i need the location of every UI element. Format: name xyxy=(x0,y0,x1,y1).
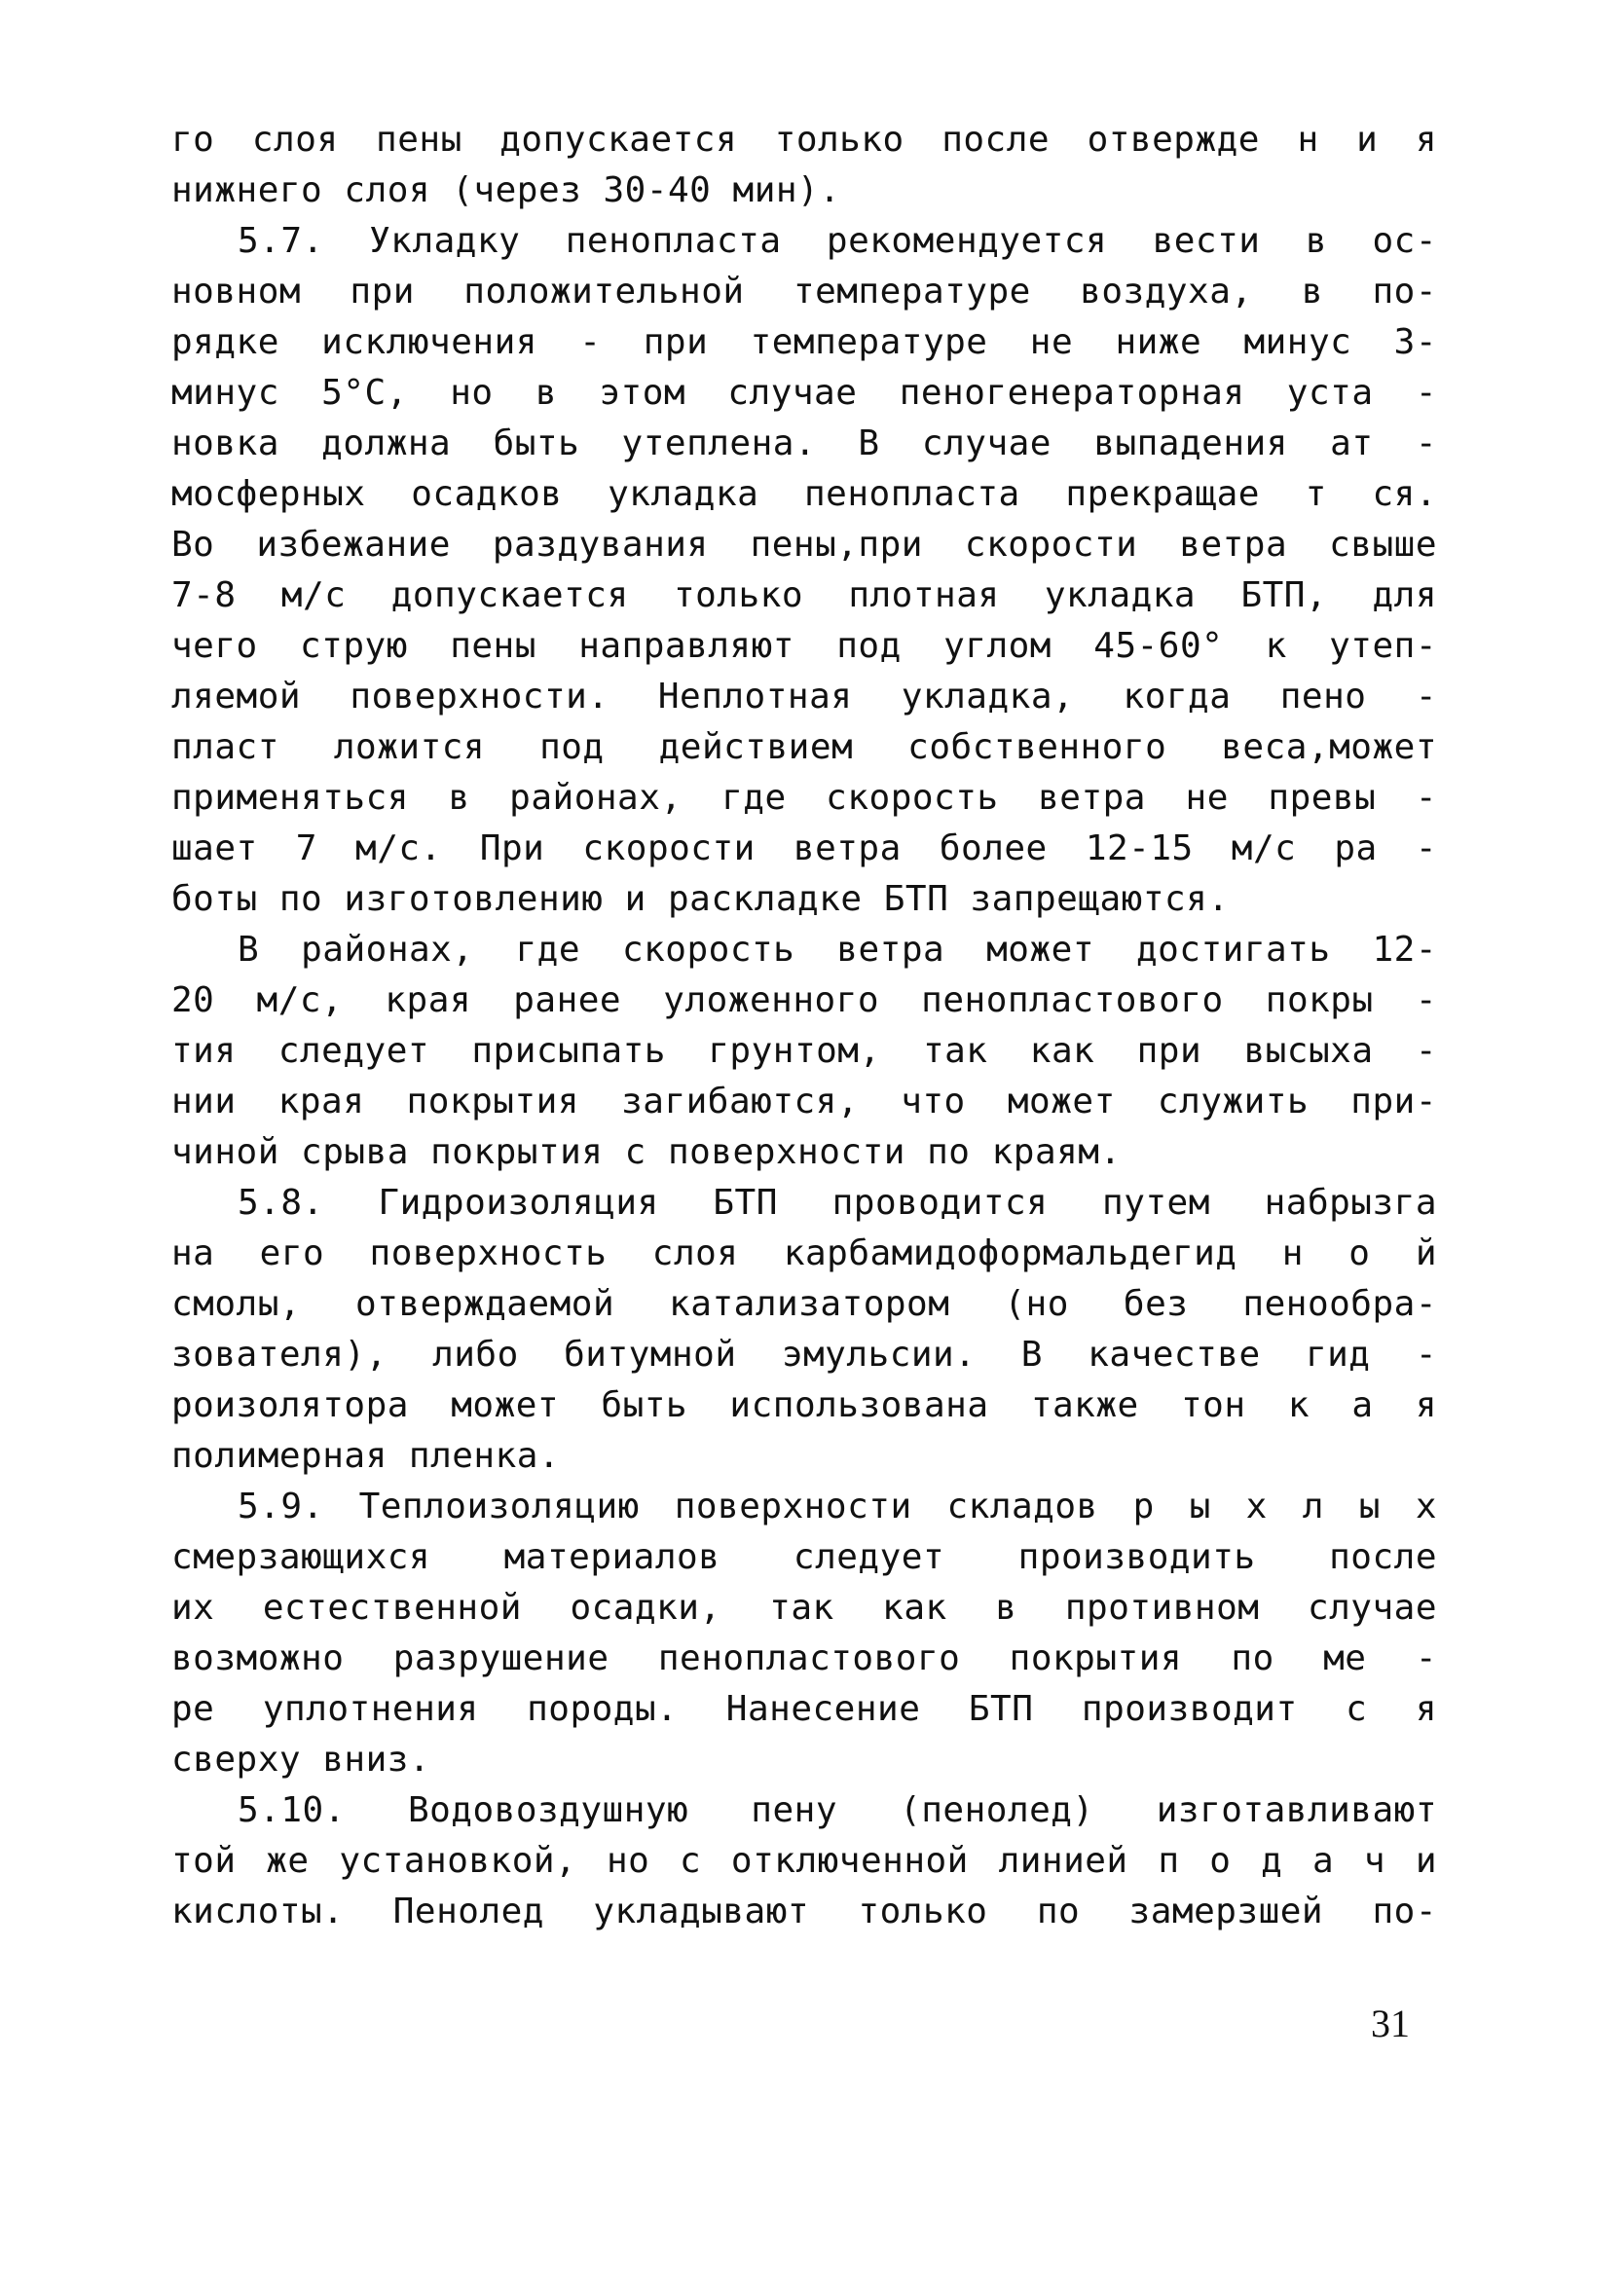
paragraph-first-line: 5.10. Водовоздушную пену (пенолед) изготавливают xyxy=(238,1790,1437,1830)
paragraph-first-line: 5.8. Гидроизоляция БТП проводится путем набрызга xyxy=(238,1183,1437,1223)
text-line: роизолятора может быть использована также тон к а я xyxy=(171,1385,1437,1425)
text-line: смолы, отверждаемой катализатором (но без пенообра- xyxy=(171,1284,1437,1324)
text-line: пласт ложится под действием собственного веса,может xyxy=(171,727,1437,767)
text-line: применяться в районах, где скорость ветра не превы - xyxy=(171,778,1437,818)
text-line: нии края покрытия загибаются, что может служить при- xyxy=(171,1082,1437,1121)
paragraph-first-line: 5.7. Укладку пенопласта рекомендуется вести в ос- xyxy=(238,221,1437,261)
text-line: чиной срыва покрытия с поверхности по краям. xyxy=(171,1132,1122,1172)
text-line: минус 5°C, но в этом случае пеногенераторная уста - xyxy=(171,373,1437,413)
text-line: го слоя пены допускается только после отвержде н и я xyxy=(171,120,1437,160)
text-line: кислоты. Пенолед укладывают только по замерзшей по- xyxy=(171,1892,1437,1931)
text-line: мосферных осадков укладка пенопласта прекращае т ся. xyxy=(171,474,1437,514)
text-line: новном при положительной температуре воздуха, в по- xyxy=(171,272,1437,312)
text-line: новка должна быть утеплена. В случае выпадения ат - xyxy=(171,423,1437,463)
page-number: 31 xyxy=(1371,2002,1410,2045)
text-line: Во избежание раздувания пены,при скорости ветра свыше xyxy=(171,525,1437,565)
text-line: той же установкой, но с отключенной линией п о д а ч и xyxy=(171,1841,1437,1881)
paragraph-first-line: В районах, где скорость ветра может достигать 12- xyxy=(238,930,1437,970)
text-line: ляемой поверхности. Неплотная укладка, когда пено - xyxy=(171,677,1437,717)
text-line: ре уплотнения породы. Нанесение БТП производит с я xyxy=(171,1689,1437,1729)
body-text xyxy=(171,115,1437,1937)
text-line: 20 м/с, края ранее уложенного пенопластового покры - xyxy=(171,980,1437,1020)
text-line: на его поверхность слоя карбамидоформальдегид н о й xyxy=(171,1233,1437,1273)
text-line: сверху вниз. xyxy=(171,1740,431,1780)
text-line: смерзающихся материалов следует производить после xyxy=(171,1537,1437,1577)
text-line: 7-8 м/с допускается только плотная укладка БТП, для xyxy=(171,575,1437,615)
text-line: возможно разрушение пенопластового покрытия по ме - xyxy=(171,1638,1437,1678)
text-line: зователя), либо битумной эмульсии. В качестве гид - xyxy=(171,1335,1437,1375)
paragraph-first-line: 5.9. Теплоизоляцию поверхности складов р ы х л ы х xyxy=(238,1487,1437,1526)
text-line: тия следует присыпать грунтом, так как при высыха - xyxy=(171,1031,1437,1071)
text-line: полимерная пленка. xyxy=(171,1436,561,1476)
text-line: шает 7 м/с. При скорости ветра более 12-15 м/с ра - xyxy=(171,828,1437,868)
text-line: нижнего слоя (через 30-40 мин). xyxy=(171,170,841,210)
text-line: чего струю пены направляют под углом 45-60° к утеп- xyxy=(171,626,1437,666)
text-line: их естественной осадки, так как в противном случае xyxy=(171,1588,1437,1628)
text-line: рядке исключения - при температуре не ниже минус 3- xyxy=(171,322,1437,362)
text-line: боты по изготовлению и раскладке БТП запрещаются. xyxy=(171,879,1230,919)
